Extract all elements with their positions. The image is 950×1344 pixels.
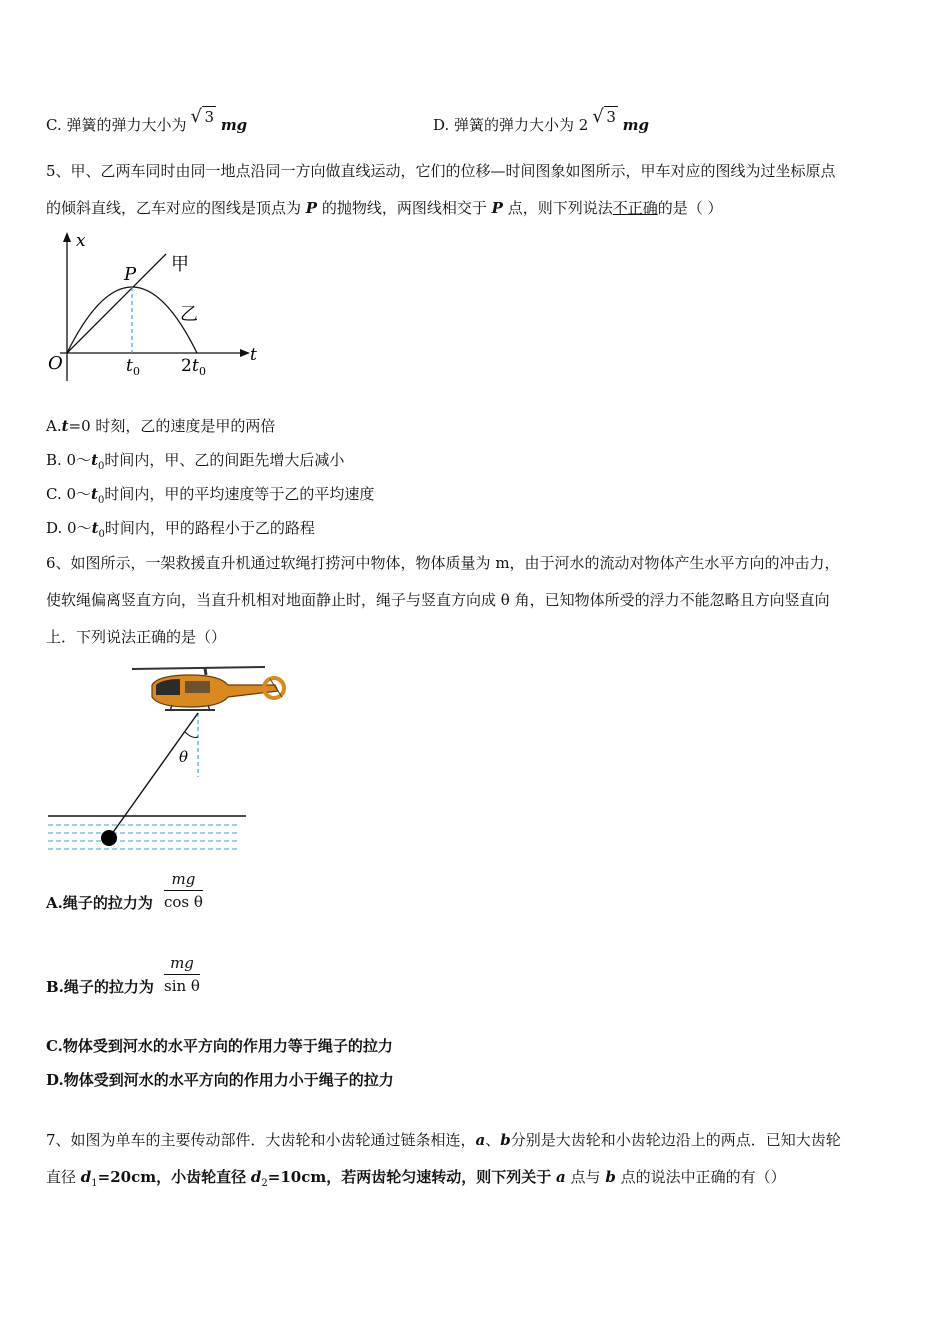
tick-2t0-main: t (192, 356, 199, 376)
arrow-up-icon (63, 232, 71, 242)
tick-2t0-sub: 0 (199, 365, 206, 378)
q6-option-b-fraction: mg sin θ (164, 954, 200, 995)
line-jia (67, 254, 166, 353)
q6-stem-line1: 6、如图所示，一架救援直升机通过软绳打捞河中物体，物体质量为 m，由于河水的流动对物体产生水平方向的冲击力， (46, 554, 840, 572)
q7-stem-line2: 直径 $d_1=20cm$，小齿轮直径 $d_2=10cm$，若两齿轮匀速转动，则下列关于 a 点与 b 点的说法中正确的有（） (46, 1168, 786, 1189)
q5-option-c: C. $0\sim t_0$时间内，甲的平均速度等于乙的平均速度 (46, 485, 375, 506)
object-ball (101, 830, 117, 846)
helicopter-icon (152, 675, 284, 711)
q5-stem-line2: 的倾斜直线，乙车对应的图线是顶点为 P 的抛物线，两图线相交于 P 点，则下列说法不正确的是（ ） (46, 199, 723, 217)
q6-stem-line2: 使软绳偏离竖直方向，当直升机相对地面静止时，绳子与竖直方向成 θ 角，已知物体所受的浮力不能忽略且方向竖直向 (46, 591, 830, 609)
sqrt-symbol: √ 3 (190, 106, 215, 127)
q4-option-d: D. 弹簧的弹力大小为 2 √ 3 mg (433, 106, 650, 134)
point-p-label: P (124, 264, 137, 285)
q6-option-d: D.物体受到河水的水平方向的作用力小于绳子的拉力 (46, 1071, 394, 1089)
tick-2t0-coef: 2 (181, 356, 192, 376)
q6-option-c: C.物体受到河水的水平方向的作用力等于绳子的拉力 (46, 1037, 393, 1055)
rotor-mast (205, 668, 206, 675)
theta-arc (185, 732, 198, 737)
tick-t0-main: t (126, 356, 133, 376)
origin-label: O (48, 353, 63, 374)
q4-option-c: C. 弹簧的弹力大小为 √ 3 mg (46, 106, 248, 134)
label-jia: 甲 (171, 254, 189, 275)
q5-option-d: D. $0\sim t_0$时间内，甲的路程小于乙的路程 (46, 519, 315, 540)
tick-t0-sub: 0 (133, 365, 140, 378)
q6-helicopter-figure (40, 655, 300, 855)
sqrt-symbol: √ 3 (592, 106, 616, 127)
q7-stem-line1: 7、如图为单车的主要传动部件．大齿轮和小齿轮通过链条相连，a、b分别是大齿轮和小齿轮边沿上的两点．已知大齿轮 (46, 1131, 841, 1149)
q6-stem-line3: 上．下列说法正确的是（） (46, 628, 227, 646)
q5-xt-graph (40, 228, 270, 388)
label-yi: 乙 (180, 304, 198, 325)
theta-label: θ (179, 748, 189, 766)
axis-label-x: x (76, 231, 86, 251)
rope (109, 713, 198, 838)
arrow-right-icon (240, 349, 250, 357)
q6-option-b: B.绳子的拉力为 (46, 978, 154, 996)
q5-option-a: A.t=0 时刻，乙的速度是甲的两倍 (46, 417, 276, 435)
q6-option-a-fraction: mg cos θ (164, 870, 203, 911)
q5-option-b: B. $0\sim t_0$时间内，甲、乙的间距先增大后减小 (46, 451, 345, 472)
q6-option-a: A.绳子的拉力为 (46, 894, 153, 912)
axis-label-t: t (250, 345, 257, 365)
rotor-blade (132, 667, 265, 669)
q5-stem-line1: 5、甲、乙两车同时由同一地点沿同一方向做直线运动，它们的位移—时间图象如图所示，甲车对应的图线为过坐标原点 (46, 162, 836, 180)
